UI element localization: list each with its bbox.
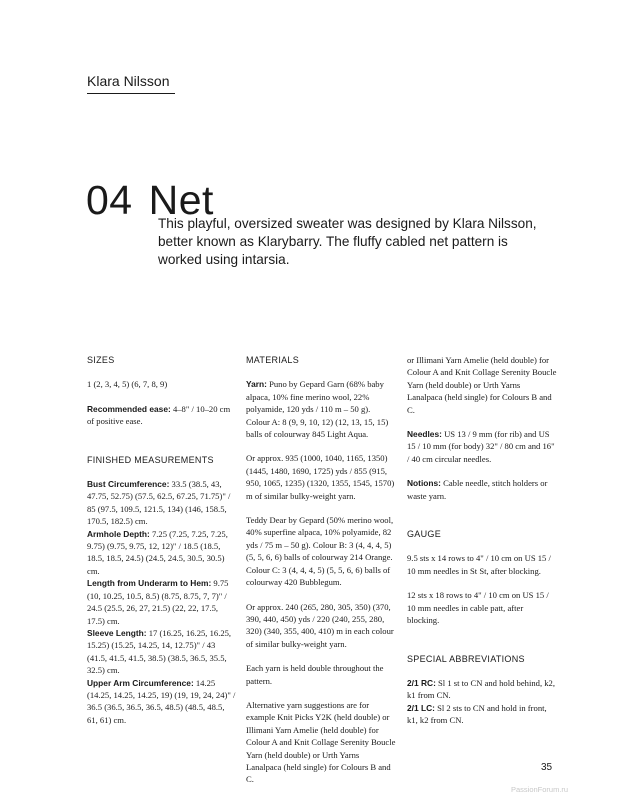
column-sizes-measurements (87, 354, 237, 726)
sizes-values: 1 (2, 3, 4, 5) (6, 7, 8, 9) (87, 379, 168, 390)
watermark: PassionForum.ru (511, 785, 569, 794)
alternative-yarns-continued: or Illimani Yarn Amelie (held double) for Colour A and Knit Collage Serenity Boucle Yarn (held double) or Urth Yarns Lanalpaca (held single) for Colours B and C. (407, 355, 557, 415)
measurement-item (87, 528, 237, 578)
page-number: 35 (541, 762, 553, 773)
ease-text: 4–8" / 10–20 cm of positive ease. (87, 403, 231, 427)
abbreviation-label: 2/1 LC: (407, 702, 435, 713)
held-double-note: Each yarn is held double throughout the pattern. (246, 663, 384, 686)
recommended-ease (87, 403, 237, 428)
measurement-text: 14.25 (14.25, 14.25, 14.25, 19) (19, 19, 24, 24)" / 36.5 (36.5, 36.5, 36.5, 48.5) (48.5, 48.5, 61, 61) cm. (87, 677, 236, 725)
column-needles-gauge (407, 354, 557, 727)
sizes-heading: SIZES (87, 355, 115, 365)
needles-label: Needles: (407, 429, 442, 440)
column-materials (246, 354, 396, 785)
yarn-text: Puno by Gepard Garn (68% baby alpaca, 10% fine merino wool, 22% polyamide, 120 yds / 110 m – 50 g). Colour A: 8 (9, 9, 10, 12) (12, 13, 15, 15) balls of colourway 845 Light Aqua. (246, 379, 389, 440)
measurement-label: Bust Circumference: (87, 479, 170, 490)
measurement-label: Length from Underarm to Hem: (87, 578, 212, 589)
abbreviation-text: Sl 1 st to CN and hold behind, k2, k1 from CN. (407, 677, 555, 701)
measurement-text: 17 (16.25, 16.25, 16.25, 15.25) (15.25, 14.25, 14, 12.75)" / 43 (41.5, 41.5, 41.5, 38.5) (38.5, 36.5, 35.5, 32.5) cm. (87, 627, 232, 676)
measurement-text: 7.25 (7.25, 7.25, 7.25, 9.75) (9.75, 9.75, 12, 12)" / 18.5 (18.5, 18.5, 18.5, 24.5) (24.5, 24.5, 30.5, 30.5) cm. (87, 528, 228, 576)
pattern-number: 04 (86, 177, 133, 224)
gauge-stst: 9.5 sts x 14 rows to 4" / 10 cm on US 15 / 10 mm needles in St St, after blocking. (407, 553, 551, 576)
measurement-label: Armhole Depth: (87, 528, 150, 539)
yarn-paragraph (246, 378, 396, 440)
author-underline (87, 93, 175, 94)
alternative-yarns: Alternative yarn suggestions are for example Knit Picks Y2K (held double) or Illimani Yarn Amelie (held double) for Colour A and Knit Collage Serenity Boucle Yarn (held double) or Urth Yarns Lanalpaca (held single) for Colours B and C. (246, 699, 396, 785)
finished-measurements-heading: FINISHED MEASUREMENTS (87, 454, 214, 465)
notions-label: Notions: (407, 478, 441, 489)
teddy-dear-paragraph: Teddy Dear by Gepard (50% merino wool, 40% superfine alpaca, 10% polyamide, 82 yds / 75 m – 50 g). Colour B: 3 (4, 4, 4, 5) (5, 5, 6, 6) balls of colourway 214 Orange. Colour C: 3 (4, 4, 4, 5) (5, 5, 6, 6) balls of colourway 420 Bubblegum. (246, 515, 394, 588)
yarn-approx-bc: Or approx. 240 (265, 280, 305, 350) (370, 390, 440, 450) yds / 220 (240, 255, 280, 320) (340, 355, 400, 410) m in each colour of similar bulky-weight yarn. (246, 601, 394, 649)
abbreviation-text: Sl 2 sts to CN and hold in front, k1, k2 from CN. (407, 702, 547, 726)
measurement-item (87, 677, 237, 727)
yarn-approx-a: Or approx. 935 (1000, 1040, 1165, 1350) (1445, 1480, 1690, 1725) yds / 855 (915, 950, 1065, 1235) (1320, 1355, 1545, 1570) m of similar bulky-weight yarn. (246, 453, 395, 501)
materials-heading: MATERIALS (246, 355, 300, 365)
measurement-label: Upper Arm Circumference: (87, 677, 194, 688)
pattern-name: Net (148, 177, 214, 224)
measurement-item (87, 627, 237, 677)
measurement-label: Sleeve Length: (87, 627, 147, 638)
intro-paragraph: This playful, oversized sweater was designed by Klara Nilsson, better known as Klarybarry. The fluffy cabled net pattern is worked using intarsia. (158, 216, 537, 267)
abbreviation-item (407, 702, 557, 727)
measurement-text: 9.75 (10, 10.25, 10.5, 8.5) (8.75, 8.75, 7, 7)" / 24.5 (25.5, 26, 27, 21.5) (22, 22, 17.5, 17.5) cm. (87, 578, 229, 626)
needles-paragraph (407, 428, 557, 465)
measurement-item (87, 577, 237, 627)
measurement-item (87, 478, 237, 528)
yarn-label: Yarn: (246, 379, 267, 390)
gauge-heading: GAUGE (407, 529, 442, 540)
abbreviation-item (407, 677, 557, 702)
abbreviation-label: 2/1 RC: (407, 677, 436, 688)
measurement-text: 33.5 (38.5, 43, 47.75, 52.75) (57.5, 62.5, 67.25, 71.75)" / 85 (97.5, 109.5, 121.5, 134) (146, 158.5, 170.5, 182.5) cm. (87, 479, 231, 527)
notions-paragraph (407, 477, 557, 502)
notions-text: Cable needle, stitch holders or waste yarn. (407, 478, 548, 501)
needles-text: US 13 / 9 mm (for rib) and US 15 / 10 mm (for body) 32" / 80 cm and 16" / 40 cm circular needles. (407, 429, 555, 464)
abbreviations-heading: SPECIAL ABBREVIATIONS (407, 653, 525, 664)
author-name: Klara Nilsson (87, 73, 170, 89)
ease-label: Recommended ease: (87, 403, 171, 414)
gauge-cable: 12 sts x 18 rows to 4" / 10 cm on US 15 / 10 mm needles in cable patt, after blocking. (407, 590, 549, 626)
